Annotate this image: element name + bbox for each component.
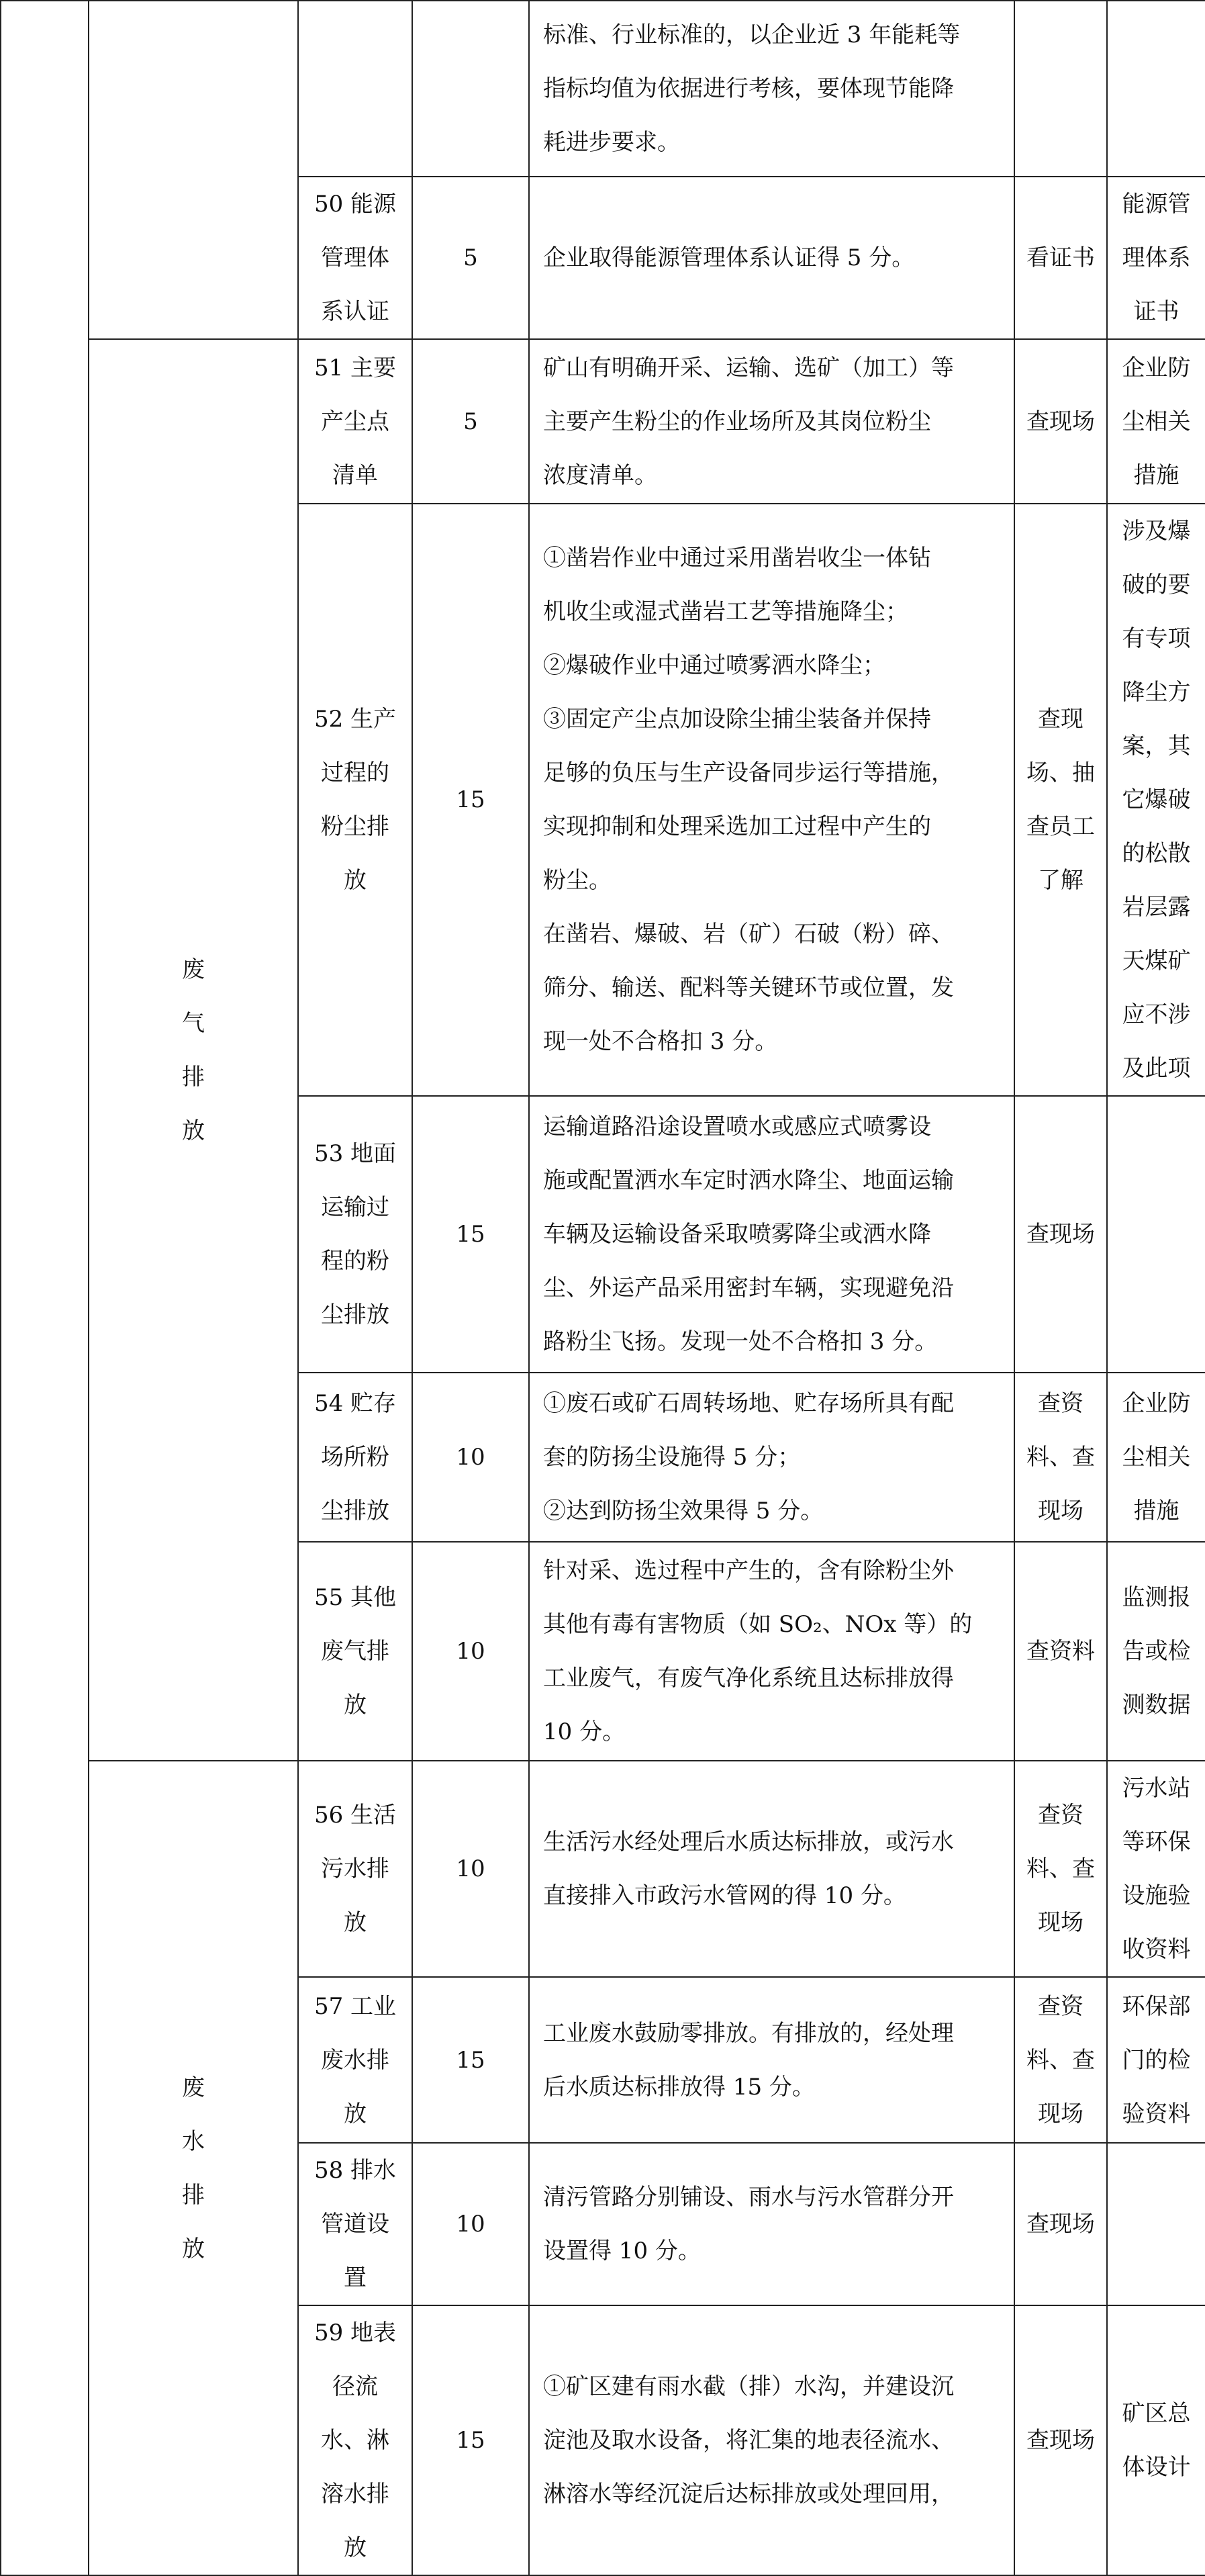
item-cell: 51 主要产尘点清单 (298, 339, 412, 504)
requirement-line: ②爆破作业中通过喷雾洒水降尘； (543, 652, 885, 679)
score-cell: 15 (412, 1096, 529, 1373)
requirement-line: 现一处不合格扣 3 分。 (543, 1028, 778, 1055)
score-cell: 10 (412, 1542, 529, 1761)
score-cell: 15 (412, 2305, 529, 2575)
method-cell: 查现场 (1014, 1096, 1107, 1373)
requirement-line: ③固定产尘点加设除尘捕尘装备并保持 (543, 706, 931, 733)
item-cell: 58 排水管道设置 (298, 2143, 412, 2305)
requirement-line: ①废石或矿石周转场地、贮存场所具有配 (543, 1390, 954, 1417)
note-cell (1107, 1, 1205, 177)
requirement-cell (529, 2143, 1014, 2305)
category-cell-previous (89, 1, 298, 339)
category-label: 废水排放 (182, 2074, 205, 2262)
table-row (1, 1, 1205, 177)
item-cell: 50 能源管理体系认证 (298, 177, 412, 339)
note-cell: 涉及爆破的要有专项降尘方案，其它爆破的松散岩层露天煤矿应不涉及此项 (1107, 504, 1205, 1096)
note-cell: 企业防尘相关措施 (1107, 1373, 1205, 1542)
score-cell (412, 1, 529, 177)
requirement-line: 指标均值为依据进行考核，要体现节能降 (543, 75, 954, 102)
note-cell: 矿区总体设计 (1107, 2305, 1205, 2575)
score-cell: 10 (412, 2143, 529, 2305)
requirement-line: ①矿区建有雨水截（排）水沟，并建设沉 (543, 2373, 954, 2400)
requirement-line: 淀池及取水设备，将汇集的地表径流水、 (543, 2427, 954, 2454)
item-cell: 55 其他废气排放 (298, 1542, 412, 1761)
requirement-line: 在凿岩、爆破、岩（矿）石破（粉）碎、 (543, 921, 954, 948)
requirement-cell (529, 1542, 1014, 1761)
note-cell (1107, 1096, 1205, 1373)
score-cell: 5 (412, 339, 529, 504)
requirement-cell (529, 2305, 1014, 2575)
table-row (1, 339, 1205, 504)
requirement-line: 直接排入市政污水管网的得 10 分。 (543, 1882, 906, 1909)
method-cell: 查资料、查现场 (1014, 1977, 1107, 2143)
requirement-cell (529, 1977, 1014, 2143)
requirement-line: 标准、行业标准的，以企业近 3 年能耗等 (543, 21, 961, 48)
requirement-line: 生活污水经处理后水质达标排放，或污水 (543, 1829, 954, 1855)
method-cell (1014, 1, 1107, 177)
requirement-line: 工业废水鼓励零排放。有排放的，经处理 (543, 2019, 954, 2047)
outer-left-column (1, 1, 89, 2575)
score-cell: 15 (412, 504, 529, 1096)
note-cell: 污水站等环保设施验收资料 (1107, 1761, 1205, 1977)
requirement-line: 其他有毒有害物质（如 SO₂、NOx 等）的 (543, 1611, 973, 1638)
requirement-line: ②达到防扬尘效果得 5 分。 (543, 1498, 824, 1524)
requirement-line: 淋溶水等经沉淀后达标排放或处理回用， (543, 2481, 954, 2508)
item-cell: 56 生活污水排放 (298, 1761, 412, 1977)
method-cell: 查现场、抽查员工了解 (1014, 504, 1107, 1096)
requirement-line: ①凿岩作业中通过采用凿岩收尘一体钻 (543, 545, 931, 571)
requirement-line: 施或配置洒水车定时洒水降尘、地面运输 (543, 1167, 954, 1194)
requirement-line: 企业取得能源管理体系认证得 5 分。 (543, 244, 915, 271)
note-cell: 监测报告或检测数据 (1107, 1542, 1205, 1761)
requirement-line: 清污管路分别铺设、雨水与污水管群分开 (543, 2184, 954, 2211)
requirement-line: 后水质达标排放得 15 分。 (543, 2073, 815, 2101)
item-cell: 53 地面运输过程的粉尘排放 (298, 1096, 412, 1373)
item-cell (298, 1, 412, 177)
note-cell: 环保部门的检验资料 (1107, 1977, 1205, 2143)
requirement-cell (529, 504, 1014, 1096)
score-cell: 10 (412, 1761, 529, 1977)
requirement-line: 耗进步要求。 (543, 129, 680, 156)
requirement-line: 10 分。 (543, 1718, 626, 1745)
requirement-line: 尘、外运产品采用密封车辆，实现避免沿 (543, 1275, 954, 1301)
requirement-line: 运输道路沿途设置喷水或感应式喷雾设 (543, 1113, 931, 1140)
table-row (1, 1761, 1205, 1977)
requirement-line: 路粉尘飞扬。发现一处不合格扣 3 分。 (543, 1328, 938, 1355)
requirement-line: 车辆及运输设备采取喷雾降尘或洒水降 (543, 1221, 931, 1248)
score-cell: 10 (412, 1373, 529, 1542)
method-cell: 查现场 (1014, 2305, 1107, 2575)
score-cell: 15 (412, 1977, 529, 2143)
item-cell: 57 工业废水排放 (298, 1977, 412, 2143)
requirement-line: 浓度清单。 (543, 461, 657, 489)
requirement-cell (529, 1096, 1014, 1373)
method-cell: 查资料 (1014, 1542, 1107, 1761)
requirement-line: 粉尘。 (543, 867, 612, 894)
requirement-line: 机收尘或湿式凿岩工艺等措施降尘； (543, 598, 908, 625)
requirement-cell (529, 1373, 1014, 1542)
method-cell: 查现场 (1014, 339, 1107, 504)
item-cell: 52 生产过程的粉尘排放 (298, 504, 412, 1096)
requirement-cell (529, 1, 1014, 177)
item-cell: 54 贮存场所粉尘排放 (298, 1373, 412, 1542)
requirement-line: 主要产生粉尘的作业场所及其岗位粉尘 (543, 408, 931, 435)
method-cell: 看证书 (1014, 177, 1107, 339)
requirement-line: 足够的负压与生产设备同步运行等措施， (543, 760, 954, 786)
requirement-cell (529, 1761, 1014, 1977)
item-cell: 59 地表径流水、淋溶水排放 (298, 2305, 412, 2575)
requirement-line: 筛分、输送、配料等关键环节或位置，发 (543, 974, 954, 1001)
requirement-line: 矿山有明确开采、运输、选矿（加工）等 (543, 354, 954, 381)
requirement-line: 针对采、选过程中产生的，含有除粉尘外 (543, 1557, 954, 1584)
requirement-line: 工业废气，有废气净化系统且达标排放得 (543, 1665, 954, 1692)
requirement-cell (529, 339, 1014, 504)
requirement-line: 设置得 10 分。 (543, 2238, 701, 2264)
method-cell: 查资料、查现场 (1014, 1761, 1107, 1977)
category-cell-waste-water (89, 1761, 298, 2575)
category-label: 废气排放 (182, 956, 205, 1144)
requirement-line: 套的防扬尘设施得 5 分； (543, 1444, 801, 1471)
requirement-cell (529, 177, 1014, 339)
note-cell (1107, 2143, 1205, 2305)
category-cell-waste-gas (89, 339, 298, 1761)
score-cell: 5 (412, 177, 529, 339)
method-cell: 查现场 (1014, 2143, 1107, 2305)
method-cell: 查资料、查现场 (1014, 1373, 1107, 1542)
note-cell: 能源管理体系证书 (1107, 177, 1205, 339)
note-cell: 企业防尘相关措施 (1107, 339, 1205, 504)
requirement-line: 实现抑制和处理采选加工过程中产生的 (543, 813, 931, 840)
